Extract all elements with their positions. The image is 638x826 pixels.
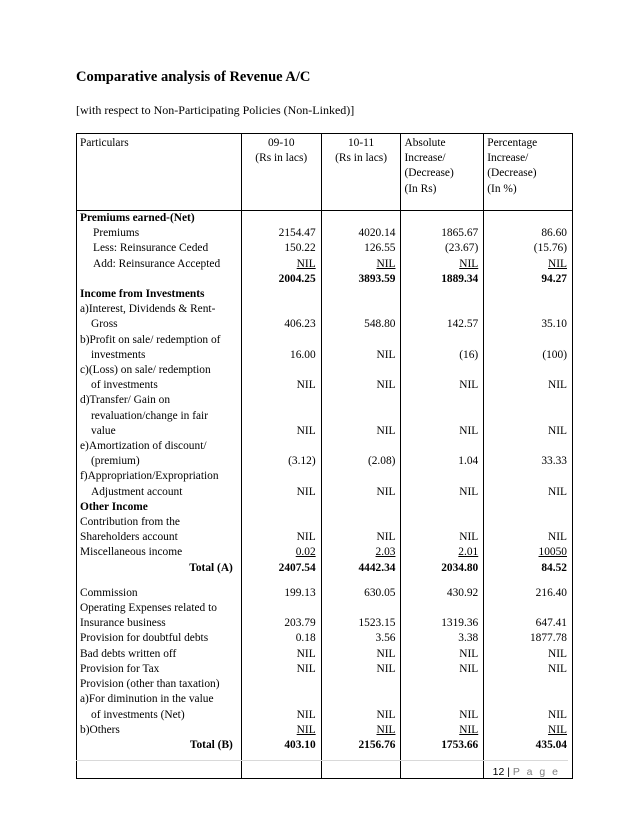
- table-cell: b)Profit on sale/ redemption of: [77, 333, 242, 348]
- table-cell: NIL: [401, 378, 484, 393]
- table-cell: 3893.59: [321, 272, 401, 287]
- text-cell: 09-10: [267, 137, 295, 149]
- table-cell: NIL: [321, 647, 401, 662]
- table-row: [77, 363, 573, 378]
- table-cell: 403.10: [241, 738, 321, 779]
- text-cell: 10050: [538, 546, 567, 559]
- table-cell: (16): [401, 348, 484, 363]
- table-cell: [241, 439, 321, 454]
- table-cell: [241, 363, 321, 378]
- table-row: [77, 378, 573, 393]
- table-cell: Gross: [77, 317, 242, 332]
- table-cell: [241, 333, 321, 348]
- table-cell: (premium): [77, 454, 242, 469]
- table-row: [77, 302, 573, 317]
- table-cell: Adjustment account: [77, 485, 242, 500]
- table-cell: 1877.78: [484, 631, 573, 646]
- table-cell: [401, 677, 484, 692]
- table-cell: Provision for Tax: [77, 662, 242, 677]
- table-cell: NIL: [401, 662, 484, 677]
- table-cell: 1865.67: [401, 226, 484, 241]
- text-cell: Absolute: [404, 137, 446, 149]
- table-cell: [321, 545, 401, 560]
- table-cell: Insurance business: [77, 616, 242, 631]
- table-row: [77, 257, 573, 272]
- text-cell: NIL: [376, 257, 396, 270]
- table-cell: [321, 333, 401, 348]
- text-cell: NIL: [548, 257, 567, 270]
- table-cell: [321, 287, 401, 302]
- table-row: [77, 454, 573, 469]
- table-cell: investments: [77, 348, 242, 363]
- table-cell: [241, 500, 321, 515]
- table-cell: NIL: [484, 378, 573, 393]
- table-cell: NIL: [241, 647, 321, 662]
- header-absolute-change: [401, 134, 484, 211]
- table-cell: [321, 723, 401, 738]
- table-cell: [401, 287, 484, 302]
- table-cell: NIL: [321, 662, 401, 677]
- table-cell: NIL: [401, 708, 484, 723]
- table-cell: NIL: [241, 662, 321, 677]
- table-cell: Less: Reinsurance Ceded: [77, 241, 242, 256]
- table-cell: [484, 439, 573, 454]
- table-cell: f)Appropriation/Expropriation: [77, 469, 242, 484]
- section-heading-other-income: Other Income: [77, 500, 242, 515]
- table-cell: [321, 515, 401, 530]
- table-cell: [241, 576, 321, 586]
- table-cell: 2156.76: [321, 738, 401, 779]
- table-cell: [484, 692, 573, 707]
- table-cell: NIL: [321, 348, 401, 363]
- text-cell: Increase/: [404, 152, 446, 165]
- table-cell: [401, 439, 484, 454]
- table-cell: [321, 601, 401, 616]
- table-cell: NIL: [241, 424, 321, 439]
- table-row: [77, 723, 573, 738]
- table-row: [77, 530, 573, 545]
- table-cell: 406.23: [241, 317, 321, 332]
- table-cell: [401, 515, 484, 530]
- table-cell: [321, 500, 401, 515]
- table-cell: Shareholders account: [77, 530, 242, 545]
- table-cell: [484, 302, 573, 317]
- table-cell: 126.55: [321, 241, 401, 256]
- text-cell: 2.01: [458, 546, 479, 559]
- table-cell: Contribution from the: [77, 515, 242, 530]
- text-cell: (Rs in lacs): [335, 152, 387, 165]
- table-cell: of investments (Net): [77, 708, 242, 723]
- table-row: [77, 515, 573, 530]
- text-cell: (In Rs): [404, 182, 437, 195]
- table-cell: [484, 677, 573, 692]
- table-cell: [241, 409, 321, 424]
- table-cell: [401, 393, 484, 408]
- table-cell: NIL: [484, 485, 573, 500]
- table-cell: Commission: [77, 586, 242, 601]
- table-cell: [401, 363, 484, 378]
- table-cell: 630.05: [321, 586, 401, 601]
- text-cell: Percentage: [487, 137, 538, 149]
- table-cell: [401, 576, 484, 586]
- table-cell: 3.56: [321, 631, 401, 646]
- table-cell: NIL: [241, 378, 321, 393]
- table-cell: 86.60: [484, 226, 573, 241]
- table-row: [77, 469, 573, 484]
- table-cell: 0.18: [241, 631, 321, 646]
- table-cell: [321, 409, 401, 424]
- text-cell: 10-11: [347, 137, 375, 149]
- table-cell: [77, 272, 242, 287]
- table-cell: [484, 287, 573, 302]
- table-cell: [321, 469, 401, 484]
- text-cell: NIL: [296, 723, 316, 736]
- table-row: [77, 424, 573, 439]
- table-cell: a)For diminution in the value: [77, 692, 242, 707]
- table-cell: [484, 515, 573, 530]
- table-cell: b)Others: [77, 723, 242, 738]
- text-cell: Increase/: [487, 152, 529, 165]
- table-cell: NIL: [401, 647, 484, 662]
- section-heading-premiums: Premiums earned-(Net): [77, 211, 242, 227]
- page-label: P a g e: [512, 766, 560, 778]
- table-cell: [484, 601, 573, 616]
- page-footer: [493, 766, 560, 778]
- table-cell: [241, 257, 321, 272]
- table-cell: [321, 393, 401, 408]
- table-header-row: [77, 134, 573, 211]
- table-cell: NIL: [484, 530, 573, 545]
- table-cell: NIL: [401, 485, 484, 500]
- text-cell: (Rs in lacs): [255, 152, 308, 165]
- table-cell: [241, 287, 321, 302]
- table-cell: [241, 469, 321, 484]
- header-percentage-change: [484, 134, 573, 211]
- table-cell: 199.13: [241, 586, 321, 601]
- table-cell: 4020.14: [321, 226, 401, 241]
- table-cell: [321, 677, 401, 692]
- table-cell: [321, 692, 401, 707]
- table-cell: [321, 257, 401, 272]
- table-cell: NIL: [484, 424, 573, 439]
- table-cell: [401, 257, 484, 272]
- table-cell: 142.57: [401, 317, 484, 332]
- table-cell: 1319.36: [401, 616, 484, 631]
- table-row: [77, 631, 573, 646]
- table-cell: [241, 515, 321, 530]
- table-cell: Add: Reinsurance Accepted: [77, 257, 242, 272]
- section-heading-investments: Income from Investments: [77, 287, 242, 302]
- table-cell: 2034.80: [401, 561, 484, 576]
- text-cell: NIL: [548, 723, 567, 736]
- table-cell: Total (B): [77, 738, 242, 779]
- table-cell: (23.67): [401, 241, 484, 256]
- table-cell: [484, 257, 573, 272]
- table-cell: [321, 363, 401, 378]
- text-cell: NIL: [459, 257, 479, 270]
- table-cell: [241, 545, 321, 560]
- table-cell: [484, 393, 573, 408]
- text-cell: (Decrease): [404, 167, 454, 180]
- table-cell: [321, 576, 401, 586]
- table-row: [77, 692, 573, 707]
- table-row: [77, 545, 573, 560]
- table-cell: [401, 211, 484, 227]
- text-cell: (In %): [487, 182, 517, 195]
- table-cell: 2004.25: [241, 272, 321, 287]
- table-cell: [484, 409, 573, 424]
- table-cell: 84.52: [484, 561, 573, 576]
- footer-divider: [76, 760, 568, 761]
- table-cell: 548.80: [321, 317, 401, 332]
- table-cell: [241, 393, 321, 408]
- table-cell: 1753.66: [401, 738, 484, 779]
- table-cell: 35.10: [484, 317, 573, 332]
- table-cell: NIL: [484, 647, 573, 662]
- table-cell: [401, 333, 484, 348]
- table-cell: NIL: [401, 424, 484, 439]
- text-cell: 0.02: [295, 546, 316, 559]
- table-cell: (2.08): [321, 454, 401, 469]
- table-cell: NIL: [321, 530, 401, 545]
- table-row: [77, 333, 573, 348]
- table-row: [77, 317, 573, 332]
- table-cell: NIL: [321, 708, 401, 723]
- table-cell: Provision for doubtful debts: [77, 631, 242, 646]
- table-cell: Provision (other than taxation): [77, 677, 242, 692]
- table-cell: a)Interest, Dividends & Rent-: [77, 302, 242, 317]
- table-cell: revaluation/change in fair: [77, 409, 242, 424]
- table-cell: 2154.47: [241, 226, 321, 241]
- table-row: [77, 500, 573, 515]
- table-cell: 430.92: [401, 586, 484, 601]
- table-cell: [241, 677, 321, 692]
- header-year-2010-11: [321, 134, 401, 211]
- table-cell: Premiums: [77, 226, 242, 241]
- text-cell: NIL: [296, 257, 316, 270]
- page-number: 12: [492, 766, 505, 778]
- total-row-a: [77, 561, 573, 576]
- table-cell: [401, 500, 484, 515]
- table-row: [77, 586, 573, 601]
- table-cell: [241, 211, 321, 227]
- table-row: [77, 348, 573, 363]
- table-cell: [401, 601, 484, 616]
- table-cell: [401, 302, 484, 317]
- table-cell: 1.04: [401, 454, 484, 469]
- table-row: [77, 409, 573, 424]
- table-row: [77, 485, 573, 500]
- header-particulars: Particulars: [77, 134, 242, 211]
- revenue-table: [76, 133, 573, 779]
- table-cell: [484, 500, 573, 515]
- table-cell: [321, 302, 401, 317]
- table-row: [77, 647, 573, 662]
- table-cell: Operating Expenses related to: [77, 601, 242, 616]
- footer-separator: |: [507, 766, 510, 778]
- table-cell: [484, 469, 573, 484]
- table-cell: NIL: [321, 485, 401, 500]
- table-row: [77, 241, 573, 256]
- table-cell: 435.04: [484, 738, 573, 779]
- table-cell: [484, 545, 573, 560]
- table-row: [77, 677, 573, 692]
- table-cell: [401, 409, 484, 424]
- table-cell: Total (A): [77, 561, 242, 576]
- table-cell: [484, 333, 573, 348]
- table-cell: Bad debts written off: [77, 647, 242, 662]
- table-row: [77, 576, 573, 586]
- table-cell: value: [77, 424, 242, 439]
- text-cell: 2.03: [375, 546, 396, 559]
- table-cell: 1523.15: [321, 616, 401, 631]
- table-cell: [484, 363, 573, 378]
- table-cell: NIL: [241, 708, 321, 723]
- text-cell: NIL: [459, 723, 479, 736]
- table-cell: [484, 576, 573, 586]
- table-cell: e)Amortization of discount/: [77, 439, 242, 454]
- table-cell: 150.22: [241, 241, 321, 256]
- table-row: [77, 601, 573, 616]
- table-cell: 16.00: [241, 348, 321, 363]
- table-row: [77, 287, 573, 302]
- table-cell: NIL: [241, 485, 321, 500]
- table-cell: [401, 545, 484, 560]
- table-cell: NIL: [484, 662, 573, 677]
- table-row: [77, 439, 573, 454]
- table-cell: NIL: [401, 530, 484, 545]
- table-cell: 33.33: [484, 454, 573, 469]
- table-cell: 647.41: [484, 616, 573, 631]
- table-cell: 203.79: [241, 616, 321, 631]
- table-cell: NIL: [321, 378, 401, 393]
- table-row: [77, 211, 573, 227]
- table-row: [77, 662, 573, 677]
- table-cell: [401, 469, 484, 484]
- text-cell: (Decrease): [487, 167, 537, 180]
- table-cell: NIL: [321, 424, 401, 439]
- table-cell: c)(Loss) on sale/ redemption: [77, 363, 242, 378]
- table-cell: d)Transfer/ Gain on: [77, 393, 242, 408]
- header-year-2009-10: [241, 134, 321, 211]
- table-cell: [401, 723, 484, 738]
- table-cell: 94.27: [484, 272, 573, 287]
- table-cell: [484, 723, 573, 738]
- table-cell: [241, 723, 321, 738]
- table-row: [77, 226, 573, 241]
- table-cell: NIL: [241, 530, 321, 545]
- table-cell: 2407.54: [241, 561, 321, 576]
- table-cell: 4442.34: [321, 561, 401, 576]
- table-cell: [401, 692, 484, 707]
- document-subtitle: [with respect to Non-Participating Policies (Non-Linked)]: [76, 103, 355, 117]
- table-cell: (3.12): [241, 454, 321, 469]
- table-cell: [241, 601, 321, 616]
- document-title: Comparative analysis of Revenue A/C: [76, 69, 311, 85]
- table-cell: (15.76): [484, 241, 573, 256]
- table-cell: (100): [484, 348, 573, 363]
- table-cell: 1889.34: [401, 272, 484, 287]
- table-cell: [321, 211, 401, 227]
- table-cell: [321, 439, 401, 454]
- table-cell: [77, 576, 242, 586]
- text-cell: NIL: [376, 723, 396, 736]
- table-row: [77, 393, 573, 408]
- table-cell: Miscellaneous income: [77, 545, 242, 560]
- table-cell: 3.38: [401, 631, 484, 646]
- table-cell: NIL: [484, 708, 573, 723]
- subtotal-row: [77, 272, 573, 287]
- table-cell: of investments: [77, 378, 242, 393]
- table-cell: [241, 692, 321, 707]
- table-cell: [484, 211, 573, 227]
- table-cell: 216.40: [484, 586, 573, 601]
- table-row: [77, 708, 573, 723]
- table-cell: [241, 302, 321, 317]
- table-row: [77, 616, 573, 631]
